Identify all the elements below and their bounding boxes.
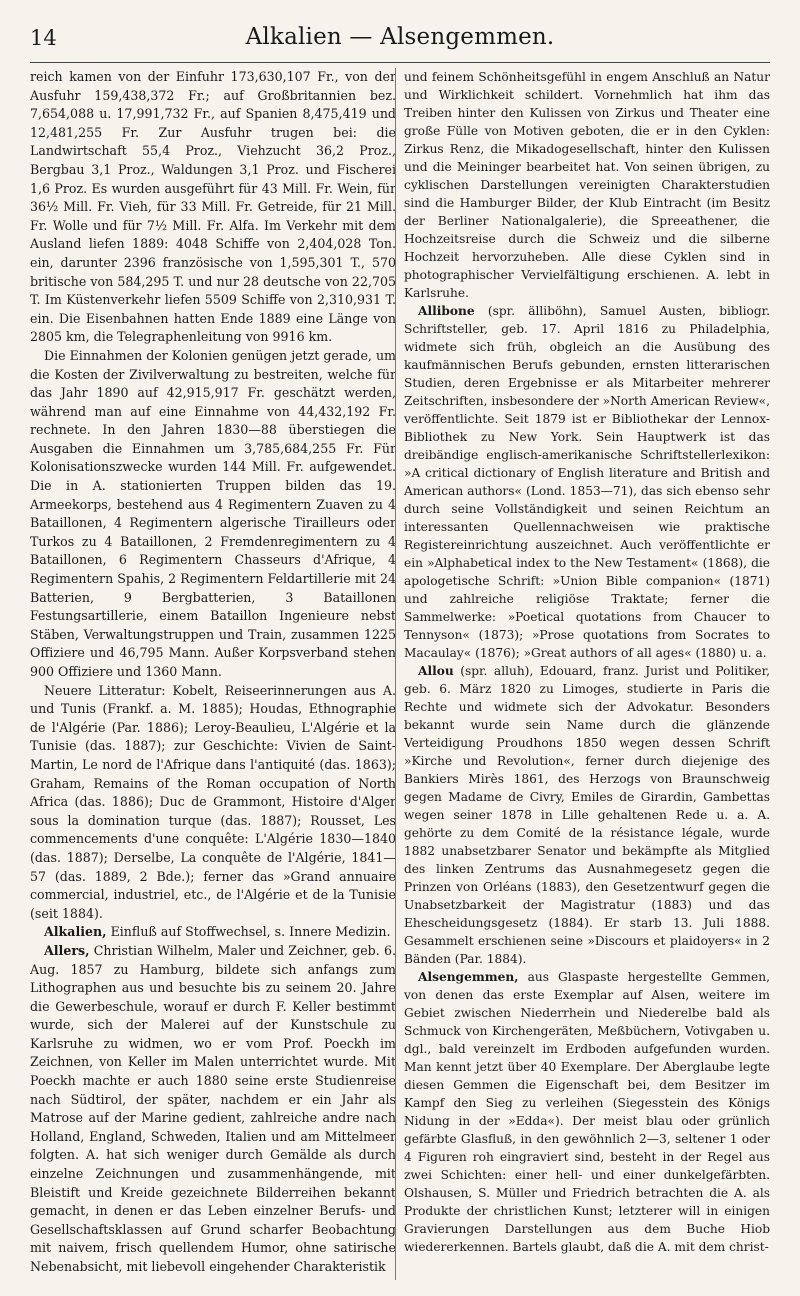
entry-lemma: Alsengemmen, (418, 970, 519, 984)
entry-lemma: Allers, (44, 942, 90, 958)
entry-alkalien (30, 923, 396, 942)
entry-text: Christian Wilhelm, Maler und Zeichner, geb. 6. Aug. 1857 zu Hamburg, bildete sich anfangs zum Lithographen aus und besuchte bis zu seinem 20. Jahre die Gewerbeschule, worauf er durch F. Keller bestimmt wurde, sich der Malerei auf der Kunstschule zu Karlsruhe zu widmen, wo er vom Prof. Poeckh im Zeichnen, von Keller im Malen unterrichtet wurde. Mit Poeckh machte er auch 1880 seine erste Studienreise nach Südtirol, der später, nachdem er ein Jahr als Matrose auf der Marine gedient, zahlreiche andre nach Holland, England, Schweden, Italien und am Mittelmeer folgten. A. hat sich weniger durch Gemälde als durch einzelne Zeichnungen und zusammenhängende, mit Bleistift und Kreide gezeichnete Bilderreihen bekannt gemacht, in denen er das Leben einzelner Berufs- und Gesellschaftsklassen auf Grund scharfer Beobachtung mit naivem, frisch quellendem Humor, ohne satirische Nebenabsicht, mit liebevoll eingehender Charakteristik (30, 942, 396, 1274)
column-divider (395, 68, 396, 1280)
entry-lemma: Alkalien, (44, 924, 107, 940)
continuation-paragraph: und feinem Schönheitsgefühl in engem Anschluß an Natur und Wirklichkeit schildert. Vornehmlich hat ihm das Treiben hinter den Kulissen von Zirkus und Theater eine große Fülle von Motiven geboten, die er in den Cyklen: Zirkus Renz, die Mikadogesellschaft, hinter den Kulissen und die Meininger bearbeitet hat. Von seinen übrigen, zu cyklischen Darstellungen vereinigten Charakterstudien sind die Hamburger Bilder, der Klub Eintracht (im Besitz der Berliner Nationalgalerie), die Spreeathener, die Hochzeitsreise durch die Schweiz und die silberne Hochzeit hervorzuheben. Alle diese Cyklen sind in photographischer Vervielfältigung erschienen. A. lebt in Karlsruhe. (404, 70, 770, 300)
bibliography-paragraph: Neuere Litteratur: Kobelt, Reiseerinnerungen aus A. und Tunis (Frankf. a. M. 1885); Houdas, Ethnographie de l'Algérie (Par. 1886); Leroy-Beaulieu, L'Algérie et la Tunisie (das. 1887); zur Geschichte: Vivien de Saint-Martin, Le nord de l'Afrique dans l'antiquité (das. 1863); Graham, Remains of the Roman occupation of North Africa (das. 1886); Duc de Grammont, Histoire d'Alger sous la domination turque (das. 1887); Rousset, Les commencements d'une conquête: L'Algérie 1830—1840 (das. 1887); Derselbe, La conquête de l'Algérie, 1841—57 (das. 1889, 2 Bde.); ferner das »Grand annuaire commercial, industriel, etc., de l'Algérie et de la Tunisie (seit 1884). (30, 682, 396, 921)
page-header (30, 22, 770, 58)
left-column (30, 68, 396, 1277)
entry-lemma: Allibone (418, 304, 475, 318)
right-column (404, 68, 770, 1256)
paragraph: reich kamen von der Einfuhr 173,630,107 Fr., von der Ausfuhr 159,438,372 Fr.; auf Großbritannien bez. 7,654,088 u. 17,991,732 Fr., auf Spanien 8,475,419 und 12,481,255 Fr. Zur Ausfuhr trugen bei: die Landwirtschaft 55,4 Proz., Viehzucht 36,2 Proz., Bergbau 3,1 Proz., Waldungen 3,1 Proz. und Fischerei 1,6 Proz. Es wurden ausgeführt für 43 Mill. Fr. Wein, für 36½ Mill. Fr. Vieh, für 33 Mill. Fr. Getreide, für 21 Mill. Fr. Wolle und für 7½ Mill. Fr. Alfa. Im Verkehr mit dem Ausland liefen 1889: 4048 Schiffe von 2,404,028 Ton. ein, darunter 2396 französische von 1,595,301 T., 570 britische von 584,295 T. und nur 28 deutsche von 22,705 T. Im Küstenverkehr liefen 5509 Schiffe von 2,310,931 T. ein. Die Eisenbahnen hatten Ende 1889 eine Länge von 2805 km, die Telegraphenleitung von 9916 km. (30, 69, 396, 345)
page-number: 14 (30, 26, 57, 50)
entry-lemma: Allou (418, 664, 454, 678)
header-rule (30, 62, 770, 63)
entry-allibone (404, 302, 770, 662)
entry-text: aus Glaspaste hergestellte Gemmen, von denen das erste Exemplar auf Alsen, weitere im Gebiet zwischen Niederrhein und Niederelbe bald als Schmuck von Kirchengeräten, Meßbüchern, Votivgaben u. dgl., bald vereinzelt im Erdboden aufgefunden wurden. Man kennt jetzt über 40 Exemplare. Der Aberglaube legte diesen Gemmen die Eigenschaft bei, dem Besitzer im Kampf den Sieg zu verleihen (Siegesstein des Königs Nidung in der »Edda«). Der meist blau oder grünlich gefärbte Glasfluß, in den gewöhnlich 2—3, seltener 1 oder 4 Figuren roh eingraviert sind, besteht in der Regel aus zwei Schichten: einer hell- und einer dunkelgefärbten. Olshausen, S. Müller und Friedrich betrachten die A. als Produkte der christlichen Kunst; letzterer will in einigen Gravierungen Darstellungen aus dem Buche Hiob wiedererkennen. Bartels glaubt, daß die A. mit dem christ- (404, 970, 770, 1254)
paragraph: Die Einnahmen der Kolonien genügen jetzt gerade, um die Kosten der Zivilverwaltung zu bestreiten, welche für das Jahr 1890 auf 42,915,917 Fr. geschätzt werden, während man auf eine Einnahme von 44,432,192 Fr. rechnete. In den Jahren 1830—88 überstiegen die Ausgaben die Einnahmen um 3,785,684,255 Fr. Für Kolonisationszwecke wurden 144 Mill. Fr. aufgewendet. Die in A. stationierten Truppen bilden das 19. Armeekorps, bestehend aus 4 Regimentern Zuaven zu 4 Bataillonen, 4 Regimentern algerische Tirailleurs oder Turkos zu 4 Bataillonen, 2 Fremdenregimentern zu 4 Bataillonen, 6 Regimentern Chasseurs d'Afrique, 4 Regimentern Spahis, 2 Regimentern Feldartillerie mit 24 Batterien, 9 Bergbatterien, 3 Bataillonen Festungsartillerie, einem Bataillon Ingenieure nebst Stäben, Verwaltungstruppen und Train, zusammen 1225 Offiziere und 46,795 Mann. Außer Korpsverband stehen 900 Offiziere und 1360 Mann. (30, 347, 396, 679)
entry-allers (30, 942, 396, 1277)
entry-text: (spr. alluh), Edouard, franz. Jurist und Politiker, geb. 6. März 1820 zu Limoges, studierte in Paris die Rechte und widmete sich der Advokatur. Besonders bekannt wurde sein Name durch die glänzende Verteidigung Proudhons 1850 wegen dessen Schrift »Kirche und Revolution«, ferner durch diejenige des Bankiers Mirès 1861, des Herzogs von Braunschweig gegen Madame de Civry, Emiles de Girardin, Gambettas wegen seiner 1878 in Lille gehaltenen Rede u. a. A. gehörte zu dem Comité de la résistance légale, wurde 1882 unabsetzbarer Senator und bekämpfte als Mitglied des linken Zentrums das Ausnahmegesetz gegen die Prinzen von Orléans (1883), den Gesetzentwurf gegen die Unabsetzbarkeit der Magistratur (1883) und das Ehescheidungsgesetz (1884). Er starb 13. Juli 1888. Gesammelt erschienen seine »Discours et plaidoyers« in 2 Bänden (Par. 1884). (404, 664, 770, 966)
entry-text: (spr. älliböhn), Samuel Austen, bibliogr. Schriftsteller, geb. 17. April 1816 zu Philadelphia, widmete sich früh, obgleich an die Ausübung des kaufmännischen Berufs gebunden, ernsten litterarischen Studien, deren Ergebnisse er als Mitarbeiter mehrerer Zeitschriften, insbesondere der »North American Review«, veröffentlichte. Seit 1879 ist er Bibliothekar der Lennox-Bibliothek zu New York. Sein Hauptwerk ist das dreibändige englisch-amerikanische Schriftstellerlexikon: »A critical dictionary of English literature and British and American authors« (Lond. 1853—71), das sich ebenso sehr durch seine Vollständigkeit und seinen Reichtum an interessanten Quellennachweisen wie praktische Registereinrichtung auszeichnet. Auch veröffentlichte er ein »Alphabetical index to the New Testament« (1868), die apologetische Schrift: »Union Bible companion« (1871) und zahlreiche religiöse Traktate; ferner die Sammelwerke: »Poetical quotations from Chaucer to Tennyson« (1873); »Prose quotations from Socrates to Macaulay« (1876); »Great authors of all ages« (1880) u. a. (404, 304, 770, 660)
entry-allou (404, 662, 770, 968)
running-title: Alkalien — Alsengemmen. (245, 24, 555, 50)
entry-alsengemmen (404, 968, 770, 1256)
entry-text: Einfluß auf Stoffwechsel, s. Innere Medizin. (106, 924, 391, 940)
